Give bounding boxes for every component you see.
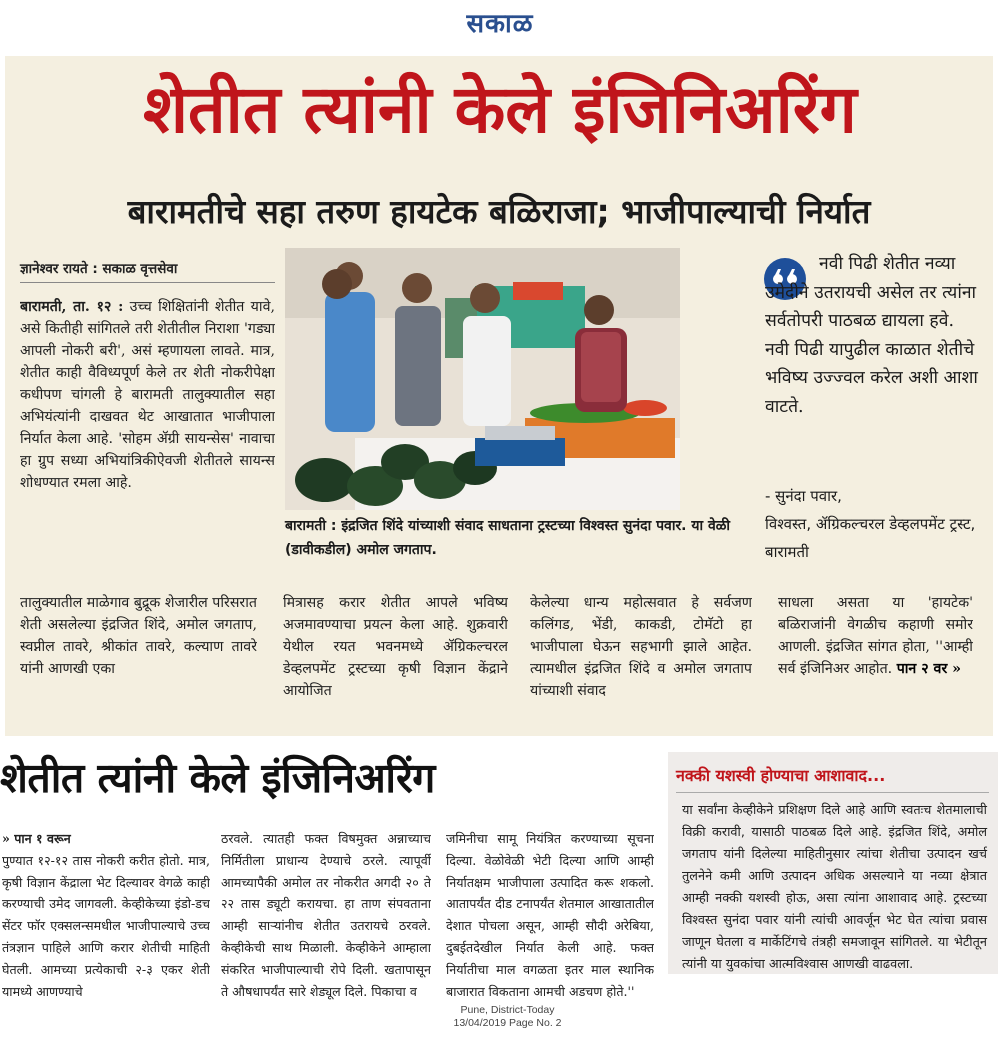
sidebar-text: या सर्वांना केव्हीकेने प्रशिक्षण दिले आहे आणि स्वतःच शेतमालाची विक्री करावी, यासाठी पाठबळ दिले आहे. इंद्रजित शिंदे, अमोल जगताप यांनी दिलेल्या माहितीनुसार त्यांचा शेतीचा उत्पादन खर्च तुलनेने कमी आणि उत्पादन अधिक असल्याने या नव्या क्षेत्रात आम्ही नक्की यशस्वी होऊ, असा त्यांना आशावाद आहे. ट्रस्टच्या विश्‍वस्त सुनंदा पवार यांनी त्यांची आवर्जून भेट घेत त्यांचा प्रवास जाणून घेतला व मार्केटिंगचे तंत्रही समजावून सांगितले. या भेटीतून त्यांनी या युवकांचा आत्मविश्‍वास आणखी वाढवला.	[682, 803, 987, 972]
continued-from-page: » पान १ वरून	[2, 831, 71, 846]
article-column-4	[778, 592, 973, 712]
article-column-1: तालुक्यातील माळेगाव बुद्रूक शेजारील परिसरात शेती असलेल्या इंद्रजित शिंदे, अमोल जगताप, स्वप्नील तावरे, श्रीकांत तावरे, कल्याण तावरे यांनी आणखी एका	[20, 595, 257, 677]
sidebar-title: नक्की यशस्वी होण्याचा आशावाद...	[676, 766, 886, 785]
photo-caption-place: बारामती :	[285, 518, 337, 534]
byline: ज्ञानेश्वर रायते : सकाळ वृत्तसेवा	[20, 261, 178, 277]
quote-author: - सुनंदा पवार,	[765, 487, 842, 505]
photo-caption	[285, 514, 735, 562]
date-page-label: 13/04/2019 Page No. 2	[453, 1017, 562, 1029]
photo-illustration	[285, 248, 680, 510]
byline-divider	[20, 282, 275, 283]
news-photo	[285, 248, 680, 510]
lead-dateline: बारामती, ता. १२ :	[20, 299, 124, 315]
continuation-column-1	[2, 828, 210, 1003]
lead-paragraph-column	[20, 296, 275, 586]
article-column-4-text: साधला असता या 'हायटेक' बळिराजांनी वेगळीच कहाणी समोर आणली. इंद्रजित सांगत होता, ''आम्ही सर्व इंजिनिअर आहोत.	[778, 595, 973, 677]
top-article-headline: शेतीत त्यांनी केले इंजिनिअरिंग	[143, 71, 857, 148]
continued-on-page-link[interactable]: पान २ वर »	[896, 661, 962, 677]
sidebar-divider	[676, 792, 989, 793]
quote-attribution	[765, 482, 980, 566]
lead-paragraph: उच्च शिक्षितांनी शेतीत यावे, असे कितीही सांगितले तरी शेतीतील निराशा 'गड्या आपली नोकरी बरी', असं म्हणायला लावते. मात्र, शेतीत काही वैविध्यपूर्ण केले तर शेती नोकरीपेक्षा कधीपण चांगली हे बारामती तालुक्यातील सहा अभियंत्यांनी दाखवत थेट आखातात भाजीपाला निर्यात केला आहे. 'सोहम ॲग्री सायन्सेस' नावाचा हा ग्रुप सध्या अभियांत्रिकीऐवजी शेतीतले सायन्स शोधण्यात रमला आहे.	[20, 299, 275, 491]
continuation-column-1-text: पुण्यात १२-१२ तास नोकरी करीत होतो. मात्र, कृषी विज्ञान केंद्राला भेट दिल्यावर वेगळे काही करण्याची उमेद जागवली. केव्हीकेच्या इंडो-डच सेंटर फॉर एक्सलन्समधील भाजीपाल्याचे उच्च तंत्रज्ञान पाहिले आणि करार शेतीची माहिती घेतली. आमच्या प्रत्येकाची २-३ एकर शेती यामध्ये आणण्याचे	[2, 852, 210, 999]
quote-author-role: विश्‍वस्त, ॲग्रिकल्चरल डेव्हलपमेंट ट्रस्ट, बारामती	[765, 515, 976, 561]
continuation-headline: शेतीत त्यांनी केले इंजिनिअरिंग	[0, 754, 435, 802]
photo-caption-text: इंद्रजित शिंदे यांच्याशी संवाद साधताना ट्रस्टच्या विश्‍वस्त सुनंदा पवार. या वेळी (डावीकडील) अमोल जगताप.	[285, 518, 731, 558]
newspaper-masthead: सकाळ	[466, 9, 534, 39]
article-column-2: मित्रासह करार शेतीत आपले भविष्य अजमावण्याचा प्रयत्न केला आहे. शुक्रवारी येथील रयत भवनमध्ये ॲग्रिकल्चरल डेव्हलपमेंट ट्रस्टच्या कृषी विज्ञान केंद्राने आयोजित	[283, 595, 508, 699]
continuation-column-3: जमिनीचा सामू नियंत्रित करण्याच्या सूचना दिल्या. वेळोवेळी भेटी दिल्या आणि आम्ही निर्यातक्षम भाजीपाला उत्पादित करू शकलो. आतापर्यंत दीड टनापर्यंत शेतमाल आखातातील देशात पोचला असून, आम्ही सौदी अरेबिया, दुबईतदेखील निर्यात केली आहे. फक्त निर्यातीचा माल वगळता इतर माल स्थानिक बाजारात विकताना आमची अडचण होते.''	[446, 831, 654, 999]
edition-label: Pune, District-Today	[460, 1004, 555, 1016]
pull-quote	[765, 250, 980, 422]
pull-quote-text: नवी पिढी शेतीत नव्या उमेदीने उतरायची असेल तर त्यांना सर्वतोपरी पाठबळ द्यायला हवे. नवी पिढी यापुढील काळात शेतीचे भविष्य उज्ज्वल करेल अशी आशा वाटते.	[765, 254, 978, 417]
top-article-subheadline: बारामतीचे सहा तरुण हायटेक बळिराजा; भाजीपाल्याची निर्यात	[127, 192, 871, 231]
page-footer	[420, 1004, 595, 1030]
continuation-column-2: ठरवले. त्यातही फक्त विषमुक्त अन्नाच्याच निर्मितीला प्राधान्य देण्याचे ठरले. त्यापूर्वी आमच्यापैकी अमोल तर नोकरीत अगदी २० ते २२ तास ड्यूटी करायचा. हा ताण संपवताना आम्ही साऱ्यांनीच शेतीत उतरायचे ठरवले. केव्हीकेची साथ मिळाली. केव्हीकेने आम्हाला संकरित भाजीपाल्याची रोपे दिली. खतापासून ते औषधापर्यंत सारे शेड्यूल दिले. पिकाचा व	[221, 831, 431, 999]
article-column-3: केलेल्या धान्य महोत्सवात हे सर्वजण कलिंगड, भेंडी, काकडी, टोमॅटो हा भाजीपाला घेऊन सहभागी झाले आहेत. त्यामधील इंद्रजित शिंदे व अमोल जगताप यांच्याशी संवाद	[530, 595, 752, 699]
